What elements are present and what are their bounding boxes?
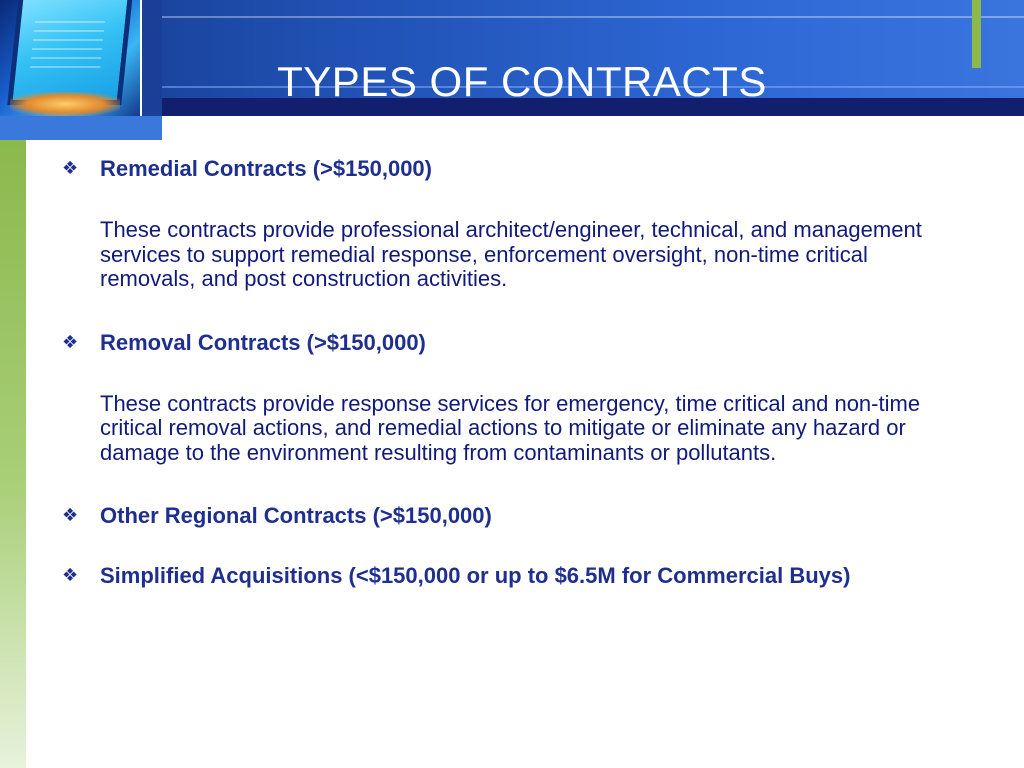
computer-monitor-image: [0, 0, 140, 116]
diamond-bullet-icon: ❖: [62, 331, 79, 353]
diamond-bullet-icon: ❖: [62, 505, 79, 526]
list-item: [62, 156, 962, 292]
list-item: [62, 503, 962, 529]
diamond-bullet-icon: ❖: [62, 158, 79, 179]
item-description: These contracts provide professional architect/engineer, technical, and management services to support remedial response, enforcement oversight, non-time critical removals, and post construction activities.: [100, 217, 922, 291]
left-green-sidebar: [0, 140, 26, 768]
monitor-glow: [10, 92, 120, 116]
item-heading: Other Regional Contracts (>$150,000): [100, 503, 492, 528]
list-item: [62, 330, 962, 466]
diamond-bullet-icon: ❖: [62, 565, 79, 586]
green-accent-bar: [972, 0, 981, 68]
monitor-screen: [13, 0, 128, 100]
slide-title: TYPES OF CONTRACTS: [277, 58, 767, 105]
list-item: [62, 563, 962, 589]
left-blue-tab: [0, 116, 162, 140]
item-description: These contracts provide response services for emergency, time critical and non-time critical removal actions, and remedial actions to mitigate or eliminate any hazard or damage to the environment resulting from contaminants or pollutants.: [100, 390, 921, 465]
item-heading: Simplified Acquisitions (<$150,000 or up to $6.5M for Commercial Buys): [100, 563, 851, 588]
header-top-line: [160, 16, 1024, 18]
slide-content: [62, 156, 962, 603]
item-heading: Removal Contracts (>$150,000): [100, 329, 426, 355]
photo-frame-inner: [142, 0, 162, 116]
item-heading: Remedial Contracts (>$150,000): [100, 156, 432, 181]
